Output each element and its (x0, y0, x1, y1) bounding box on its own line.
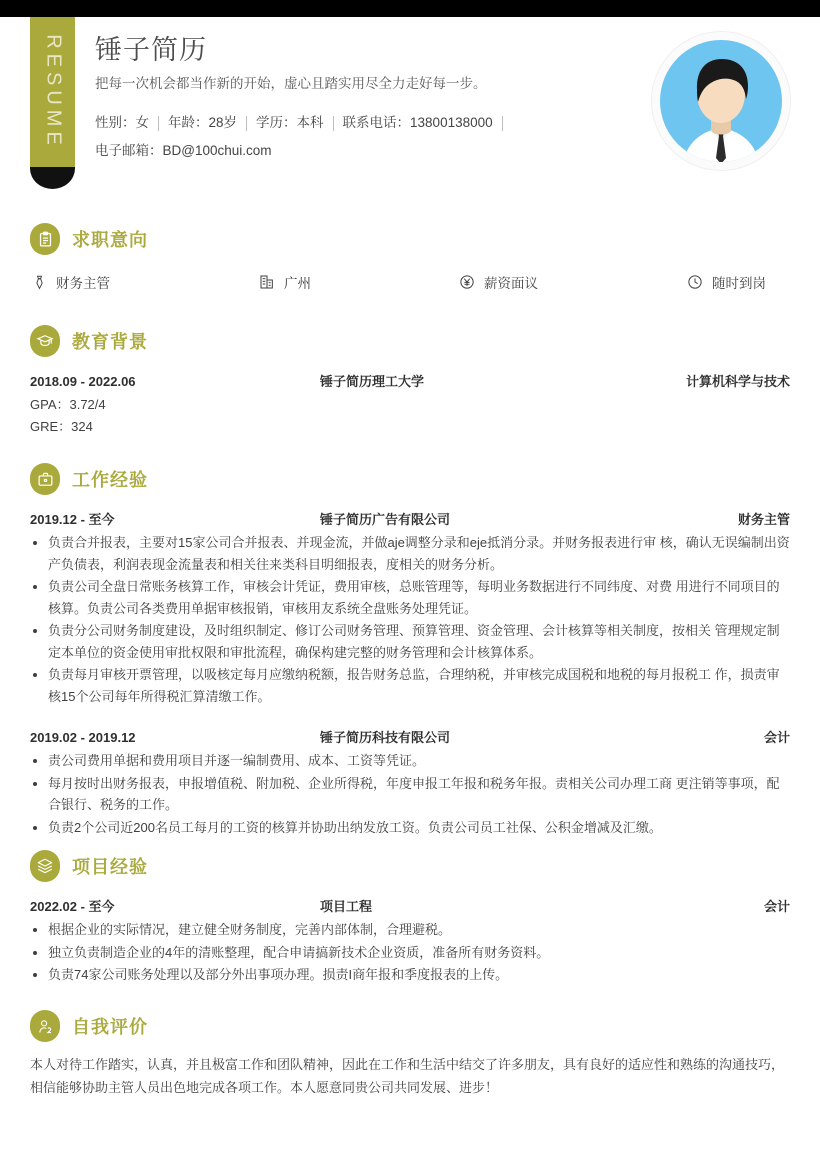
page-title: 锤子简历 (95, 35, 207, 65)
entry-role: 会计 (763, 899, 790, 914)
meta-divider (158, 116, 159, 131)
education-gpa: GPA：3.72/4 (30, 397, 106, 412)
list-item: 负责每月审核开票管理，以吸核定每月应缴纳税额，报告财务总监，合理纳税，并审核完成国税和地税的每月报税工 作，损责审核15个公司每年所得税汇算清缴工作。 (30, 664, 790, 707)
section-header-project (30, 849, 790, 883)
banner-bottom-tab (30, 167, 75, 189)
motto-text: 把每一次机会都当作新的开始，虚心且踏实用尽全力走好每一步。 (95, 76, 487, 91)
entry-org: 项目工程 (320, 899, 373, 914)
list-item: 独立负责制造企业的4年的清账整理，配合申请搞新技术企业资质，准备所有财务资料。 (30, 942, 790, 964)
entry-date: 2022.02 - 至今 (30, 899, 115, 914)
section-title-evaluation: 自我评价 (72, 1017, 148, 1037)
section-header-work (30, 462, 790, 496)
section-title-work: 工作经验 (72, 470, 148, 490)
section-header-education (30, 324, 790, 358)
top-black-bar (0, 0, 820, 17)
list-item: 负责合并报表，主要对15家公司合并报表、并现金流，并做aje调整分录和eje抵消分录。并财务报表进行审 核，确认无误编制出资产负债表，利润表现金流量表和相关往来类科目明细报表，度相关的财务分析。 (30, 532, 790, 575)
list-item: 根据企业的实际情况，建立健全财务制度，完善内部体制，合理避税。 (30, 919, 790, 941)
section-project (30, 849, 790, 987)
work-entry (30, 727, 790, 838)
avatar (652, 32, 790, 170)
entry-org: 锤子简历广告有限公司 (320, 512, 451, 527)
entry-role: 财务主管 (737, 512, 790, 527)
section-intention (30, 222, 790, 292)
intention-availability (686, 272, 766, 292)
meta-gender: 性别：女 (95, 115, 149, 130)
entry-head (30, 371, 790, 390)
entry-role: 会计 (763, 730, 790, 745)
intention-location (258, 272, 458, 292)
section-work (30, 462, 790, 839)
briefcase-icon (30, 463, 60, 495)
list-item: 负责74家公司账务处理以及部分外出事项办理。损责I商年报和季度报表的上传。 (30, 964, 790, 986)
resume-banner-label: RESUME (42, 34, 64, 150)
entry-date: 2019.12 - 至今 (30, 512, 115, 527)
project-entry (30, 896, 790, 986)
layers-icon (30, 850, 60, 882)
meta-divider (246, 116, 247, 131)
work-bullets (30, 532, 790, 707)
work-entry (30, 509, 790, 707)
entry-head (30, 896, 790, 915)
building-icon (258, 273, 276, 291)
entry-role: 计算机科学与技术 (685, 374, 790, 389)
entry-date: 2019.02 - 2019.12 (30, 730, 136, 745)
list-item: 责公司费用单据和费用项目并逐一编制费用、成本、工资等凭证。 (30, 750, 790, 772)
section-title-intention: 求职意向 (72, 230, 148, 250)
meta-line (95, 110, 635, 136)
intention-salary-label: 薪资面议 (484, 276, 538, 291)
meta-degree: 学历：本科 (256, 115, 324, 130)
entry-org: 锤子简历科技有限公司 (320, 730, 451, 745)
intention-job-title-label: 财务主管 (56, 276, 110, 291)
list-item: 每月按时出财务报表，申报增值税、附加税、企业所得税，年度申报工年报和税务年报。责相关公司办理工商 更注销等事项，配合银行、税务的工作。 (30, 773, 790, 816)
intention-location-label: 广州 (284, 276, 311, 291)
clock-icon (686, 273, 704, 291)
meta-email: 电子邮箱：BD@100chui.com (95, 143, 272, 158)
section-header-evaluation (30, 1009, 790, 1043)
list-item: 负责2个公司近200名员工每月的工资的核算并协助出纳发放工资。负责公司员工社保、公积金增减及汇缴。 (30, 817, 790, 839)
meta-age: 年龄：28岁 (168, 115, 238, 130)
section-evaluation (30, 1009, 790, 1099)
entry-head (30, 509, 790, 528)
yen-icon (458, 273, 476, 291)
section-title-project: 项目经验 (72, 857, 148, 877)
entry-date: 2018.09 - 2022.06 (30, 374, 136, 389)
intention-salary (458, 272, 686, 292)
intention-row (30, 272, 790, 292)
clipboard-icon (30, 223, 60, 255)
work-bullets (30, 750, 790, 838)
evaluation-text: 本人对待工作踏实，认真，并且极富工作和团队精神，因此在工作和生活中结交了许多朋友，具有良好的适应性和熟练的沟通技巧，相信能够协助主管人员出色地完成各项工作。本人愿意同贵公司共同发展、进步！ (30, 1057, 785, 1095)
intention-job-title (30, 272, 258, 292)
person-icon (30, 1010, 60, 1042)
resume-banner (30, 17, 75, 167)
education-entry (30, 371, 790, 438)
entry-head (30, 727, 790, 746)
tie-icon (30, 273, 48, 291)
list-item: 负责分公司财务制度建设，及时组织制定、修订公司财务管理、预算管理、资金管理、会计核算等相关制度，按相关 管理规定制定本单位的资金使用审批权限和审批流程，确保构建完整的财务管理和会计核算体系。 (30, 620, 790, 663)
meta-divider (333, 116, 334, 131)
resume-header (0, 17, 820, 189)
avatar-illustration (652, 32, 790, 170)
section-title-education: 教育背景 (72, 332, 148, 352)
project-bullets (30, 919, 790, 986)
list-item: 负责公司全盘日常账务核算工作，审核会计凭证，费用审核，总账管理等，每明业务数据进行不同纬度、对费 用进行不同项目的核算。负责公司各类费用单据审核报销，审核用友系统全盘账务处理凭证。 (30, 576, 790, 619)
meta-divider (502, 116, 503, 131)
entry-org: 锤子简历理工大学 (320, 374, 425, 389)
section-education (30, 324, 790, 438)
graduation-cap-icon (30, 325, 60, 357)
intention-availability-label: 随时到岗 (712, 276, 766, 291)
header-info (95, 33, 635, 164)
section-header-intention (30, 222, 790, 256)
meta-phone: 联系电话：13800138000 (342, 115, 493, 130)
education-gre: GRE：324 (30, 419, 93, 434)
